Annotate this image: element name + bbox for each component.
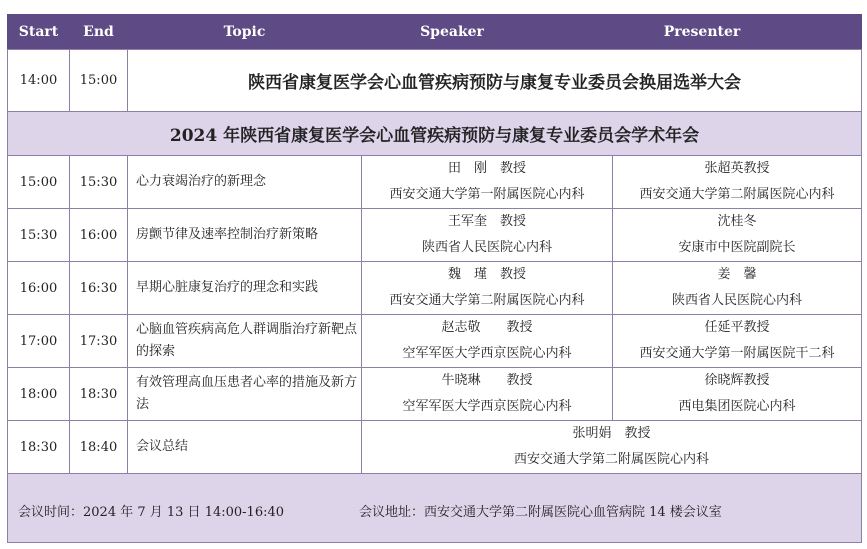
agenda-table — [7, 14, 862, 544]
header-topic: Topic — [127, 14, 362, 50]
row-topic: 有效管理高血压患者心率的措施及新方法 — [127, 367, 362, 421]
row-topic: 房颤节律及速率控制治疗新策略 — [127, 208, 362, 262]
speaker-org: 空军军医大学西京医院心内科 — [402, 399, 572, 414]
row-speaker — [361, 208, 613, 262]
row-start: 17:00 — [7, 314, 70, 368]
row-speaker — [361, 261, 613, 315]
presenter-name: 张超英教授 — [704, 161, 770, 176]
speaker-name: 张明娟 教授 — [572, 426, 651, 441]
speaker-org: 空军军医大学西京医院心内科 — [402, 346, 572, 361]
speaker-org: 陕西省人民医院心内科 — [421, 240, 552, 255]
row-end: 15:30 — [69, 155, 128, 209]
speaker-name: 魏 瑾 教授 — [447, 267, 526, 282]
header-start: Start — [7, 14, 70, 50]
presenter-org: 安康市中医院副院长 — [678, 240, 796, 255]
presenter-name: 姜 馨 — [717, 267, 757, 282]
row-speaker — [361, 314, 613, 368]
speaker-org: 西安交通大学第二附属医院心内科 — [513, 452, 709, 467]
meeting-time: 会议时间：2024 年 7 月 13 日 14:00-16:40 — [18, 505, 285, 520]
row-start: 15:30 — [7, 208, 70, 262]
header-speaker: Speaker — [361, 14, 543, 50]
header-end: End — [69, 14, 128, 50]
row-presenter — [612, 261, 862, 315]
row-presenter — [612, 208, 862, 262]
speaker-name: 田 刚 教授 — [447, 161, 526, 176]
closing-end: 18:40 — [69, 420, 128, 474]
meeting-place: 会议地址：西安交通大学第二附属医院心血管病院 14 楼会议室 — [359, 505, 722, 520]
row-speaker — [361, 367, 613, 421]
closing-start: 18:30 — [7, 420, 70, 474]
row-presenter — [612, 314, 862, 368]
session1-start: 14:00 — [7, 49, 70, 112]
footer — [7, 473, 862, 543]
row-topic: 早期心脏康复治疗的理念和实践 — [127, 261, 362, 315]
speaker-name: 赵志敬 教授 — [441, 320, 533, 335]
row-topic: 心力衰竭治疗的新理念 — [127, 155, 362, 209]
presenter-org: 西电集团医院心内科 — [678, 399, 796, 414]
presenter-name: 徐晓辉教授 — [704, 373, 770, 388]
row-start: 15:00 — [7, 155, 70, 209]
row-presenter — [612, 367, 862, 421]
row-speaker — [361, 155, 613, 209]
header-presenter: Presenter — [542, 14, 862, 50]
speaker-org: 西安交通大学第一附属医院心内科 — [389, 187, 585, 202]
session2-title: 2024 年陕西省康复医学会心血管疾病预防与康复专业委员会学术年会 — [7, 111, 862, 156]
presenter-org: 西安交通大学第一附属医院干二科 — [639, 346, 835, 361]
row-presenter — [612, 155, 862, 209]
closing-topic: 会议总结 — [127, 420, 362, 474]
speaker-name: 牛晓琳 教授 — [441, 373, 533, 388]
closing-speaker — [361, 420, 862, 474]
speaker-name: 王军奎 教授 — [447, 214, 526, 229]
session1-end: 15:00 — [69, 49, 128, 112]
row-end: 16:30 — [69, 261, 128, 315]
row-start: 16:00 — [7, 261, 70, 315]
presenter-org: 西安交通大学第二附属医院心内科 — [639, 187, 835, 202]
row-end: 18:30 — [69, 367, 128, 421]
row-start: 18:00 — [7, 367, 70, 421]
presenter-name: 沈桂冬 — [717, 214, 757, 229]
row-end: 17:30 — [69, 314, 128, 368]
presenter-org: 陕西省人民医院心内科 — [671, 293, 802, 308]
session1-title: 陕西省康复医学会心血管疾病预防与康复专业委员会换届选举大会 — [127, 49, 862, 112]
row-topic: 心脑血管疾病高危人群调脂治疗新靶点的探索 — [127, 314, 362, 368]
presenter-name: 任延平教授 — [704, 320, 770, 335]
speaker-org: 西安交通大学第二附属医院心内科 — [389, 293, 585, 308]
row-end: 16:00 — [69, 208, 128, 262]
